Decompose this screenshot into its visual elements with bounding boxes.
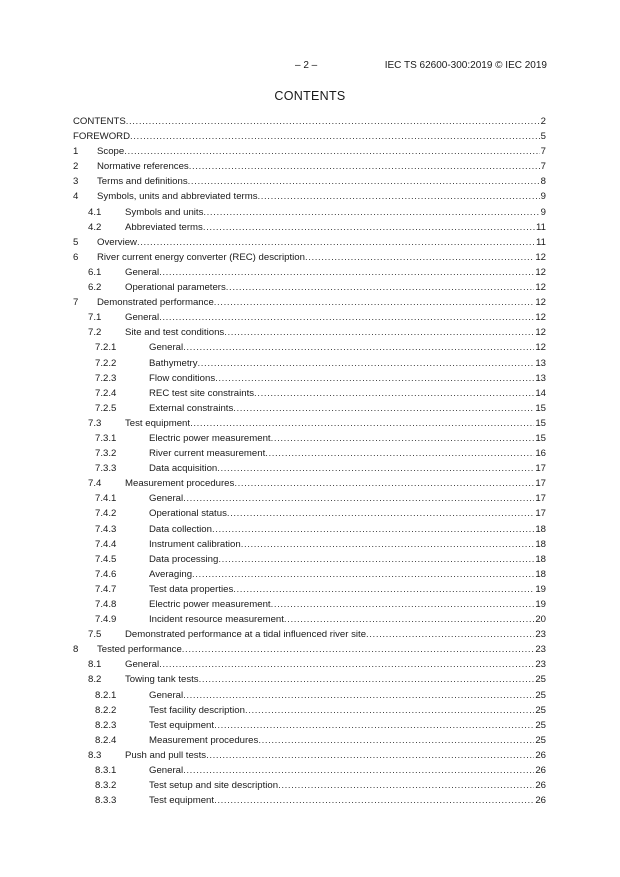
toc-entry-page: 5 <box>540 131 546 143</box>
toc-entry-title: Overview <box>97 236 137 248</box>
toc-entry[interactable] <box>73 325 546 340</box>
toc-leader-dots <box>258 733 534 748</box>
toc-entry-number: 4 <box>73 191 79 203</box>
toc-leader-dots <box>198 356 535 371</box>
toc-entry-title: Test data properties <box>149 583 234 595</box>
toc-entry[interactable] <box>73 446 546 461</box>
toc-entry-number: 7.2.4 <box>95 387 117 399</box>
toc-leader-dots <box>245 703 534 718</box>
toc-entry[interactable] <box>73 159 546 174</box>
toc-entry-title: Normative references <box>97 161 189 173</box>
toc-leader-dots <box>159 657 534 672</box>
toc-leader-dots <box>233 401 534 416</box>
toc-entry[interactable] <box>73 718 546 733</box>
toc-entry-number: 7.4.5 <box>95 553 117 565</box>
toc-entry-page: 26 <box>535 749 546 761</box>
toc-entry[interactable] <box>73 506 546 521</box>
toc-leader-dots <box>192 567 534 582</box>
toc-leader-dots <box>183 763 534 778</box>
toc-entry-number: 7.2.1 <box>95 342 117 354</box>
toc-entry-page: 2 <box>540 116 546 127</box>
toc-leader-dots <box>190 416 534 431</box>
toc-entry-number: 6 <box>73 251 79 263</box>
toc-entry[interactable] <box>73 672 546 687</box>
toc-entry-page: 12 <box>535 282 546 294</box>
toc-entry-number: 7.2 <box>88 327 102 339</box>
toc-entry[interactable] <box>73 129 546 144</box>
toc-entry-number: 3 <box>73 176 79 188</box>
toc-entry-number: 7 <box>73 297 79 309</box>
toc-entry[interactable] <box>73 250 546 265</box>
toc-entry-page: 7 <box>540 146 546 158</box>
toc-entry-title: General <box>125 266 160 278</box>
toc-entry-page: 26 <box>535 780 546 792</box>
toc-entry-page: 15 <box>535 402 546 414</box>
toc-entry-title: REC test site constraints <box>149 387 255 399</box>
toc-entry-page: 20 <box>535 614 546 626</box>
toc-leader-dots <box>183 688 534 703</box>
toc-entry[interactable] <box>73 310 546 325</box>
toc-entry-number: 7.1 <box>88 312 102 324</box>
toc-entry-title: Data processing <box>149 553 219 565</box>
toc-entry-page: 25 <box>535 704 546 716</box>
toc-entry-title: General <box>149 689 184 701</box>
toc-entry[interactable] <box>73 431 546 446</box>
toc-entry[interactable] <box>73 235 546 250</box>
toc-entry-number: 7.3.1 <box>95 432 117 444</box>
toc-leader-dots <box>284 612 534 627</box>
toc-entry[interactable] <box>73 295 546 310</box>
toc-entry-number: 8.2.4 <box>95 734 117 746</box>
toc-entry[interactable] <box>73 612 546 627</box>
page-number: – 2 – <box>295 60 318 71</box>
toc-entry-number: 7.2.5 <box>95 402 117 414</box>
page-title: CONTENTS <box>274 89 346 103</box>
toc-leader-dots <box>203 220 535 235</box>
toc-entry-title: Data collection <box>149 523 212 535</box>
toc-entry-title: Bathymetry <box>149 357 198 369</box>
toc-entry[interactable] <box>73 627 546 642</box>
toc-entry-number: 7.4.9 <box>95 614 117 626</box>
toc-entry-title: Electric power measurement <box>149 599 271 610</box>
toc-entry-page: 17 <box>535 508 546 520</box>
toc-entry-number: 7.3.3 <box>95 463 117 475</box>
toc-leader-dots <box>258 189 540 204</box>
toc-leader-dots <box>130 129 540 144</box>
toc-leader-dots <box>126 114 540 129</box>
toc-entry-title: Push and pull tests <box>125 749 207 761</box>
toc-entry[interactable] <box>73 793 546 808</box>
toc-entry-number: 7.3 <box>88 417 102 429</box>
toc-leader-dots <box>159 310 534 325</box>
document-id: IEC TS 62600-300:2019 © IEC 2019 <box>384 60 547 71</box>
toc-entry-title: General <box>125 312 160 324</box>
toc-entry-number: 6.1 <box>88 266 102 278</box>
toc-entry-page: 23 <box>535 629 546 641</box>
toc-entry[interactable] <box>73 642 546 657</box>
toc-entry[interactable] <box>73 280 546 295</box>
toc-leader-dots <box>366 627 534 642</box>
toc-entry-title: Electric power measurement <box>149 432 271 444</box>
toc-entry-number: 7.4.3 <box>95 523 117 535</box>
toc-leader-dots <box>203 205 539 220</box>
toc-entry-number: 8.3.3 <box>95 795 117 807</box>
toc-entry-number: 7.4.4 <box>95 538 117 550</box>
toc-leader-dots <box>159 265 534 280</box>
toc-entry-page: 17 <box>535 463 546 475</box>
toc-leader-dots <box>234 476 534 491</box>
toc-leader-dots <box>188 174 540 189</box>
toc-entry-number: 4.1 <box>88 206 102 218</box>
toc-entry-title: General <box>149 765 184 777</box>
toc-entry-page: 12 <box>535 312 546 324</box>
toc-entry-page: 26 <box>535 795 546 807</box>
toc-entry-title: Tested performance <box>97 644 182 656</box>
toc-entry-number: 7.4.2 <box>95 508 117 520</box>
toc-entry-page: 13 <box>535 357 546 369</box>
toc-entry-title: Site and test conditions <box>125 327 225 339</box>
toc-leader-dots <box>214 295 535 310</box>
toc-entry-title: Test equipment <box>125 417 191 429</box>
toc-entry-number: 7.4.6 <box>95 568 117 580</box>
toc-leader-dots <box>199 672 535 687</box>
toc-entry-title: Test equipment <box>149 795 215 807</box>
toc-leader-dots <box>265 446 534 461</box>
toc-entry-title: Test equipment <box>149 719 215 731</box>
toc-entry-number: 8.2.2 <box>95 704 117 716</box>
toc-entry[interactable] <box>73 114 546 129</box>
toc-entry-title: Demonstrated performance at a tidal influenced river site <box>125 629 367 641</box>
toc-entry-page: 11 <box>536 221 546 233</box>
toc-entry-title: Data acquisition <box>149 463 218 475</box>
toc-entry-page: 15 <box>535 417 546 429</box>
toc-entry-title: Towing tank tests <box>125 674 199 686</box>
toc-entry[interactable] <box>73 733 546 748</box>
toc-entry-page: 9 <box>540 206 546 218</box>
toc-leader-dots <box>224 325 534 340</box>
toc-leader-dots <box>137 235 535 250</box>
toc-entry-title: Flow conditions <box>149 372 216 384</box>
toc-leader-dots <box>183 340 534 355</box>
toc-entry-number: 5 <box>73 236 79 248</box>
toc-entry-page: 11 <box>536 236 546 248</box>
toc-entry-page: 12 <box>535 266 546 278</box>
toc-entry-page: 19 <box>535 599 546 610</box>
toc-entry-number: 8.2.3 <box>95 719 117 731</box>
toc-leader-dots <box>218 552 534 567</box>
toc-entry[interactable] <box>73 763 546 778</box>
toc-entry-page: 12 <box>535 297 546 309</box>
toc-entry-title: FOREWORD <box>73 131 131 143</box>
toc-leader-dots <box>217 461 534 476</box>
toc-entry-number: 8.2 <box>88 674 102 686</box>
toc-entry-title: CONTENTS <box>73 116 126 127</box>
toc-entry-number: 8.2.1 <box>95 689 117 701</box>
toc-entry[interactable] <box>73 597 546 612</box>
toc-entry-page: 9 <box>540 191 546 203</box>
toc-entry-title: River current energy converter (REC) description <box>97 251 305 263</box>
toc-entry-title: Measurement procedures <box>149 734 259 746</box>
toc-entry-title: Averaging <box>149 568 193 580</box>
toc-entry-title: General <box>149 493 184 505</box>
toc-entry-page: 16 <box>535 448 546 460</box>
toc-entry-title: Incident resource measurement <box>149 614 284 626</box>
toc-entry-page: 17 <box>535 493 546 505</box>
toc-entry[interactable] <box>73 552 546 567</box>
toc-leader-dots <box>182 642 535 657</box>
toc-entry[interactable] <box>73 522 546 537</box>
toc-leader-dots <box>278 778 534 793</box>
toc-entry-number: 8.3.1 <box>95 765 117 777</box>
toc-entry[interactable] <box>73 657 546 672</box>
toc-entry-page: 12 <box>535 327 546 339</box>
toc-leader-dots <box>227 506 534 521</box>
toc-entry[interactable] <box>73 688 546 703</box>
toc-entry-page: 8 <box>540 176 546 188</box>
toc-entry-page: 17 <box>535 478 546 490</box>
toc-entry-number: 8.3.2 <box>95 780 117 792</box>
toc-entry-page: 14 <box>535 387 546 399</box>
toc-entry-page: 19 <box>535 583 546 595</box>
toc-entry-page: 12 <box>535 251 546 263</box>
toc-entry[interactable] <box>73 567 546 582</box>
toc-entry[interactable] <box>73 371 546 386</box>
toc-entry-page: 7 <box>540 161 546 173</box>
toc-entry[interactable] <box>73 265 546 280</box>
toc-entry-title: Symbols and units <box>125 206 204 218</box>
toc-entry-page: 23 <box>535 644 546 656</box>
toc-entry-title: General <box>125 659 160 671</box>
toc-entry-number: 8.3 <box>88 749 102 761</box>
toc-leader-dots <box>214 718 534 733</box>
toc-leader-dots <box>212 522 534 537</box>
toc-entry-page: 26 <box>535 765 546 777</box>
toc-entry[interactable] <box>73 144 546 159</box>
toc-entry-title: Symbols, units and abbreviated terms <box>97 191 258 203</box>
toc-entry-title: General <box>149 342 184 354</box>
toc-entry[interactable] <box>73 537 546 552</box>
toc-leader-dots <box>254 386 534 401</box>
toc-entry-title: Abbreviated terms <box>125 221 203 233</box>
toc-entry-number: 1 <box>73 146 79 158</box>
toc-entry-page: 25 <box>535 734 546 746</box>
toc-entry[interactable] <box>73 401 546 416</box>
toc-entry-page: 12 <box>535 342 546 354</box>
toc-entry-title: Terms and definitions <box>97 176 188 188</box>
toc-entry-number: 8 <box>73 644 79 656</box>
toc-entry-title: Test facility description <box>149 704 245 716</box>
toc-entry[interactable] <box>73 340 546 355</box>
toc-leader-dots <box>233 582 534 597</box>
toc-entry-number: 8.1 <box>88 659 102 671</box>
toc-entry[interactable] <box>73 205 546 220</box>
toc-entry-page: 18 <box>535 523 546 535</box>
table-of-contents <box>73 114 546 808</box>
toc-entry-number: 7.4.7 <box>95 583 117 595</box>
toc-entry[interactable] <box>73 189 546 204</box>
toc-entry-number: 7.2.3 <box>95 372 117 384</box>
toc-entry-number: 6.2 <box>88 282 102 294</box>
toc-entry-title: Demonstrated performance <box>97 297 214 309</box>
toc-entry[interactable] <box>73 476 546 491</box>
toc-entry-page: 25 <box>535 689 546 701</box>
toc-entry-number: 7.4.8 <box>95 599 117 610</box>
toc-entry[interactable] <box>73 386 546 401</box>
toc-leader-dots <box>226 280 535 295</box>
toc-entry-number: 7.2.2 <box>95 357 117 369</box>
toc-leader-dots <box>206 748 534 763</box>
toc-leader-dots <box>124 144 539 159</box>
toc-entry-number: 7.4 <box>88 478 102 490</box>
toc-entry-page: 18 <box>535 553 546 565</box>
toc-entry[interactable] <box>73 416 546 431</box>
toc-entry[interactable] <box>73 461 546 476</box>
toc-entry-number: 2 <box>73 161 79 173</box>
toc-leader-dots <box>189 159 540 174</box>
toc-entry[interactable] <box>73 174 546 189</box>
toc-leader-dots <box>215 371 534 386</box>
toc-leader-dots <box>241 537 535 552</box>
toc-entry-title: Test setup and site description <box>149 780 279 792</box>
toc-entry-title: River current measurement <box>149 448 266 460</box>
toc-entry-title: Operational status <box>149 508 227 520</box>
toc-leader-dots <box>271 597 535 612</box>
toc-entry-page: 25 <box>535 674 546 686</box>
toc-entry-title: External constraints <box>149 402 234 414</box>
toc-leader-dots <box>271 431 535 446</box>
toc-entry-number: 7.5 <box>88 629 102 641</box>
toc-entry[interactable] <box>73 703 546 718</box>
toc-entry-page: 23 <box>535 659 546 671</box>
toc-entry-page: 13 <box>535 372 546 384</box>
toc-entry-number: 7.4.1 <box>95 493 117 505</box>
toc-entry-number: 7.3.2 <box>95 448 117 460</box>
toc-leader-dots <box>183 491 534 506</box>
toc-entry[interactable] <box>73 582 546 597</box>
toc-entry[interactable] <box>73 220 546 235</box>
toc-entry-page: 15 <box>535 432 546 444</box>
toc-leader-dots <box>305 250 534 265</box>
toc-entry-page: 18 <box>535 568 546 580</box>
toc-entry[interactable] <box>73 748 546 763</box>
toc-entry-title: Scope <box>97 146 125 158</box>
toc-entry-page: 18 <box>535 538 546 550</box>
toc-entry[interactable] <box>73 491 546 506</box>
toc-entry-page: 25 <box>535 719 546 731</box>
toc-entry-title: Instrument calibration <box>149 538 241 550</box>
toc-entry-title: Operational parameters <box>125 282 226 294</box>
toc-entry[interactable] <box>73 778 546 793</box>
toc-entry-number: 4.2 <box>88 221 102 233</box>
toc-entry[interactable] <box>73 356 546 371</box>
toc-entry-title: Measurement procedures <box>125 478 235 490</box>
toc-leader-dots <box>214 793 534 808</box>
